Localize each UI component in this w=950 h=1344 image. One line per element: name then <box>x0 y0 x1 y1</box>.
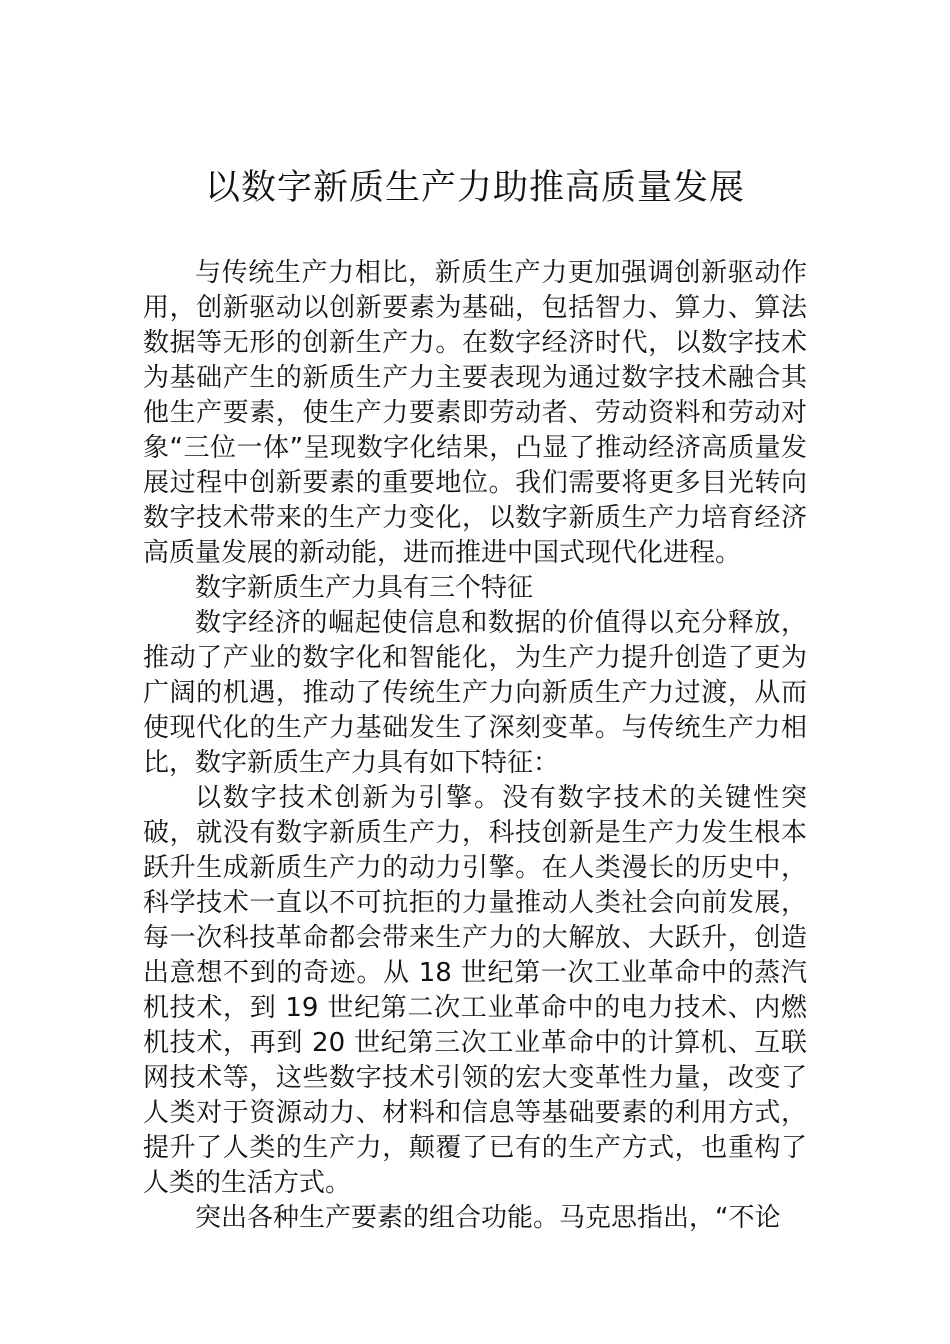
paragraph-factor-combination: 突出各种生产要素的组合功能。马克思指出，“不论 <box>195 1203 781 1233</box>
section-heading: 数字新质生产力具有三个特征 <box>195 573 534 603</box>
paragraph-intro: 与传统生产力相比，新质生产力更加强调创新驱动作用，创新驱动以创新要素为基础，包括智力、算力、算法数据等无形的创新生产力。在数字经济时代，以数字技术为基础产生的新质生产力主要表现为通过数字技术融合其他生产要素，使生产力要素即劳动者、劳动资料和劳动对象“三位一体”呈现数字化结果，凸显了推动经济高质量发展过程中创新要素的重要地位。我们需要将更多目光转向数字技术带来的生产力变化，以数字新质生产力培育经济高质量发展的新动能，进而推进中国式现代化进程。 <box>143 258 807 568</box>
document-body <box>143 256 807 1236</box>
document-title: 以数字新质生产力助推高质量发展 <box>204 168 745 208</box>
paragraph-rise-of-digital-economy: 数字经济的崛起使信息和数据的价值得以充分释放，推动了产业的数字化和智能化，为生产力提升创造了更为广阔的机遇，推动了传统生产力向新质生产力过渡，从而使现代化的生产力基础发生了深刻变革。与传统生产力相比，数字新质生产力具有如下特征： <box>143 608 807 778</box>
paragraph-digital-innovation-engine: 以数字技术创新为引擎。没有数字技术的关键性突破，就没有数字新质生产力，科技创新是生产力发生根本跃升生成新质生产力的动力引擎。在人类漫长的历史中，科学技术一直以不可抗拒的力量推动人类社会向前发展，每一次科技革命都会带来生产力的大解放、大跃升，创造出意想不到的奇迹。从 18 世纪第一次工业革命中的蒸汽机技术，到 19 世纪第二次工业革命中的电力技术、内燃机技术，再到 20 世纪第三次工业革命中的计算机、互联网技术等，这些数字技术引领的宏大变革性力量，改变了人类对于资源动力、材料和信息等基础要素的利用方式，提升了人类的生产力，颠覆了已有的生产方式，也重构了人类的生活方式。 <box>143 783 807 1198</box>
